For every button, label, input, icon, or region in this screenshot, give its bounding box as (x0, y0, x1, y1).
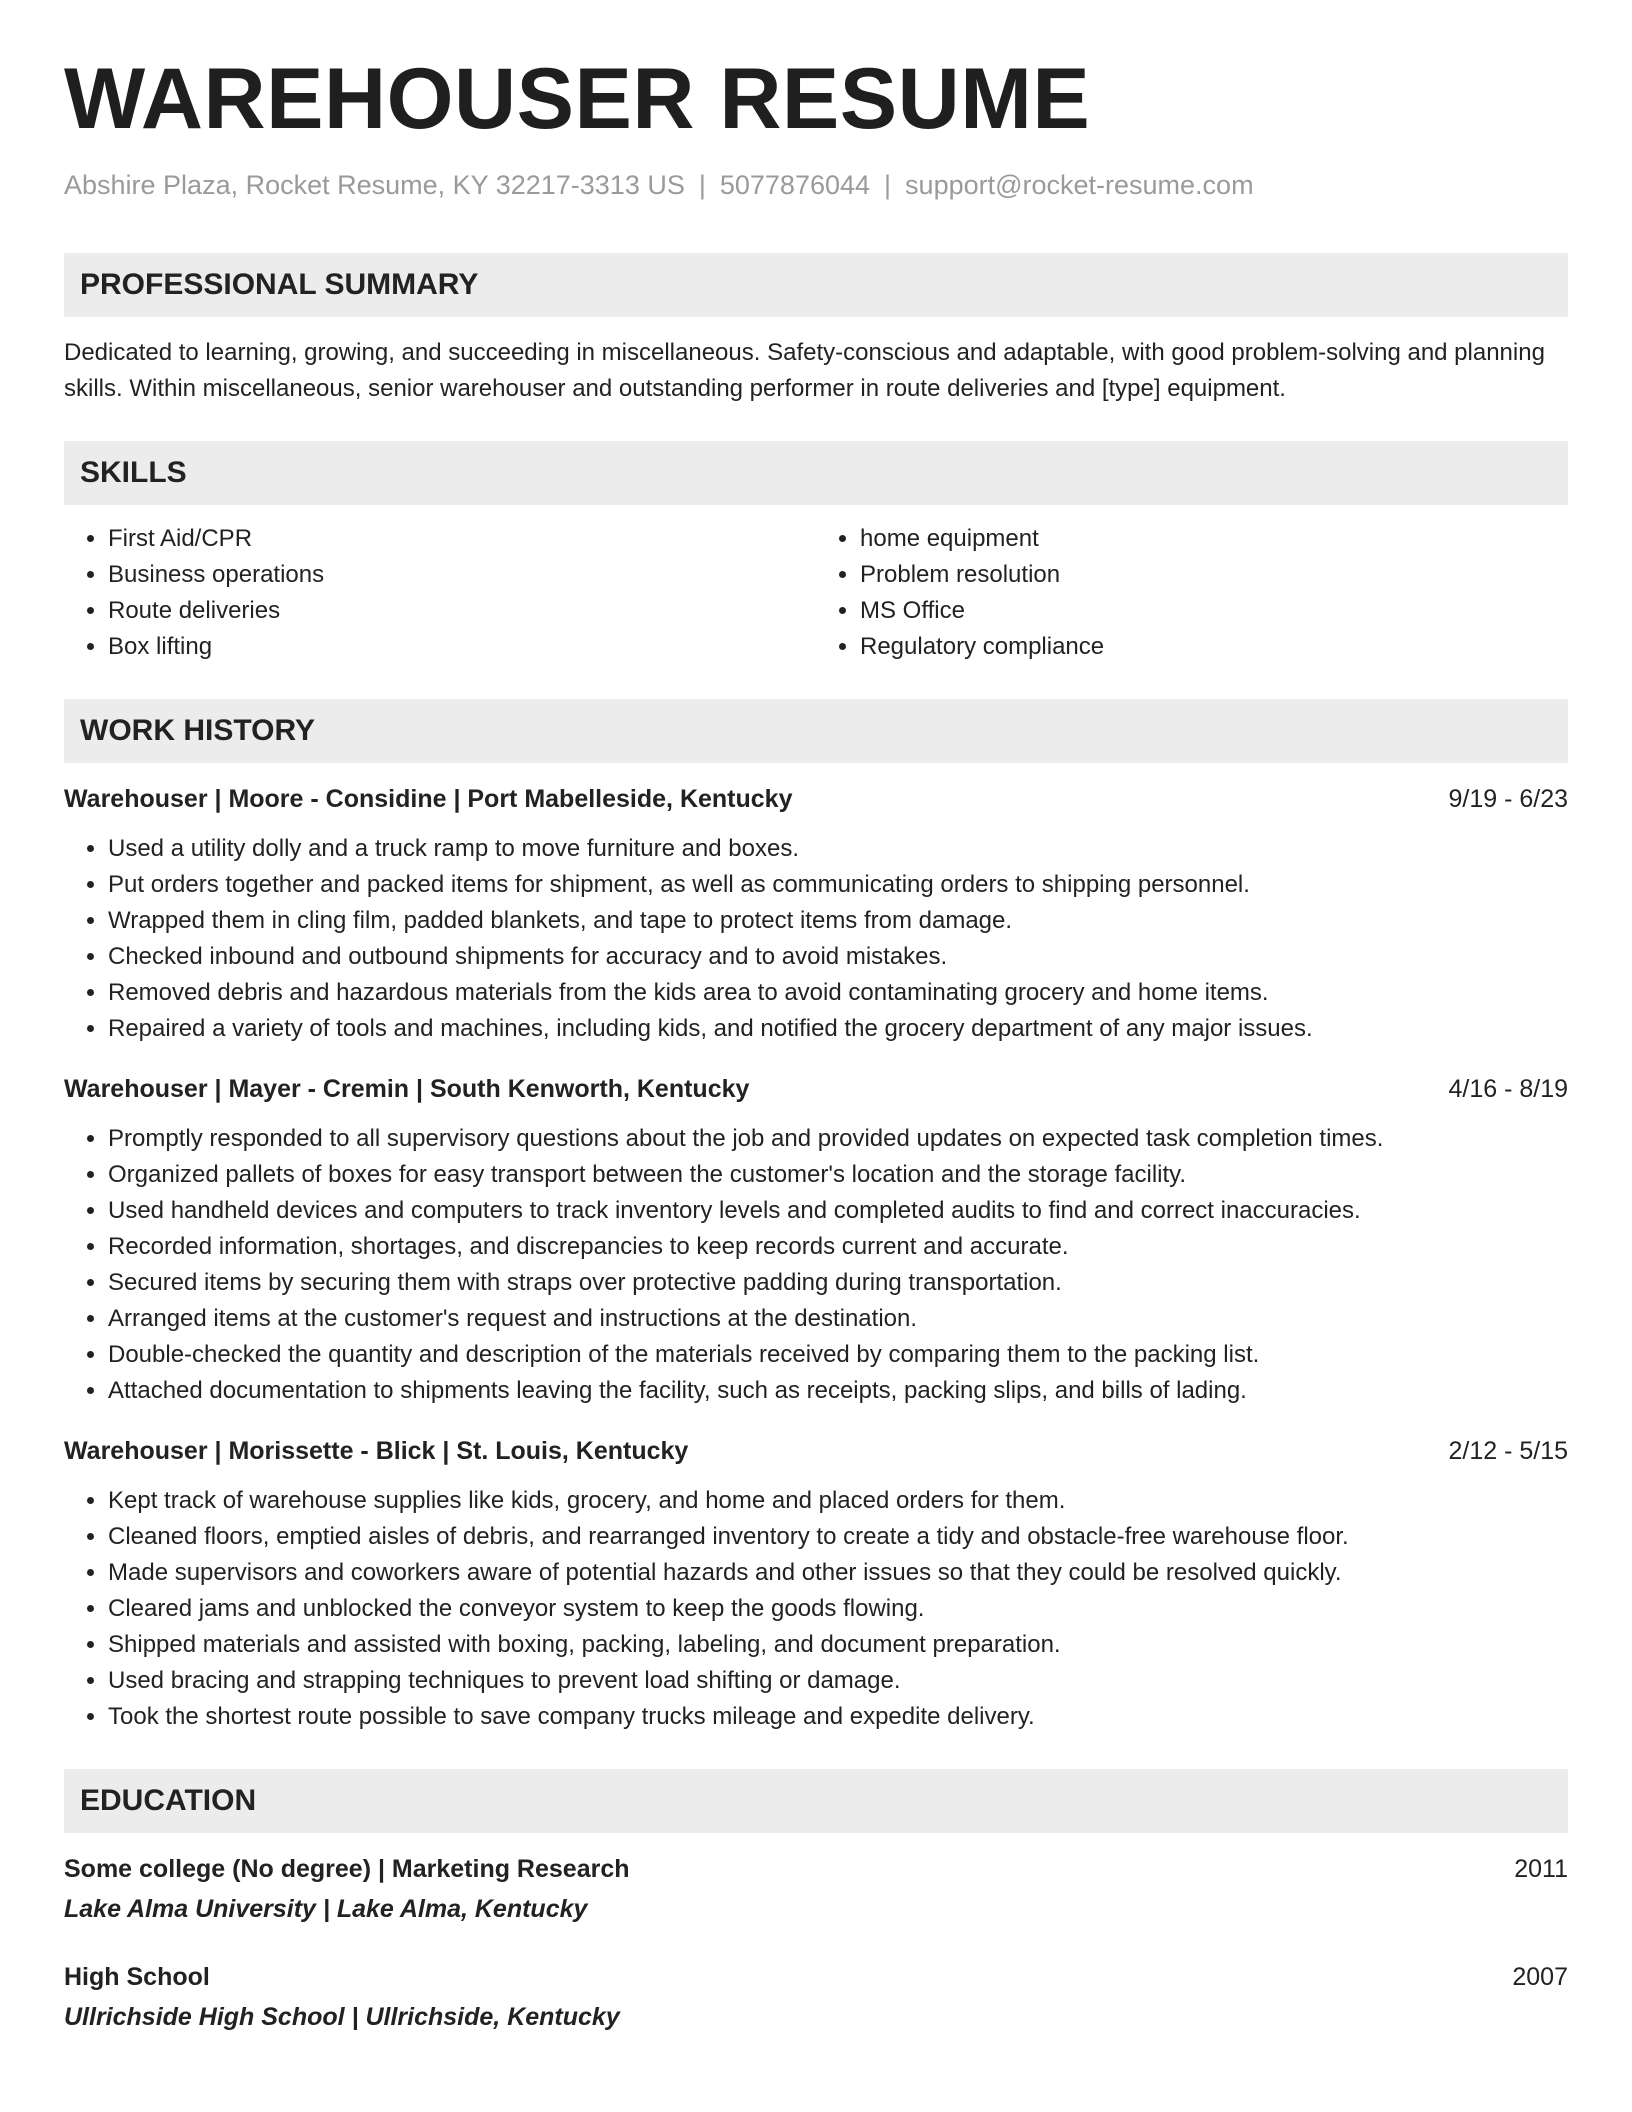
education-year: 2011 (1514, 1855, 1568, 1883)
skill-item: • Box lifting (108, 629, 816, 665)
education-heading-row (64, 1959, 1568, 1995)
job-bullet: • Arranged items at the customer's request and instructions at the destination. (108, 1301, 1568, 1337)
job-entry (64, 1433, 1568, 1735)
job-bullet: • Shipped materials and assisted with boxing, packing, labeling, and document preparation. (108, 1627, 1568, 1663)
job-bullet: • Promptly responded to all supervisory questions about the job and provided updates on expected task completion times. (108, 1121, 1568, 1157)
education-heading-row (64, 1851, 1568, 1887)
email: support@rocket-resume.com (905, 170, 1254, 200)
job-dates: 4/16 - 8/19 (1448, 1075, 1568, 1103)
job-bullet: • Removed debris and hazardous materials from the kids area to avoid contaminating grocery and home items. (108, 975, 1568, 1011)
skill-item: • Regulatory compliance (860, 629, 1568, 665)
education-school: Lake Alma University | Lake Alma, Kentucky (64, 1895, 588, 1923)
skill-item: • First Aid/CPR (108, 521, 816, 557)
job-bullet: • Used bracing and strapping techniques to prevent load shifting or damage. (108, 1663, 1568, 1699)
job-bullet: • Organized pallets of boxes for easy transport between the customer's location and the storage facility. (108, 1157, 1568, 1193)
job-bullet: • Took the shortest route possible to save company trucks mileage and expedite delivery. (108, 1699, 1568, 1735)
job-heading-row (64, 1433, 1568, 1469)
skill-item: • home equipment (860, 521, 1568, 557)
job-bullets (64, 1483, 1568, 1735)
summary-text: Dedicated to learning, growing, and succeeding in miscellaneous. Safety-conscious and adaptable, with good problem-solving and planning skills. Within miscellaneous, senior warehouser and outstanding performer in route deliveries and [type] equipment. (64, 339, 1545, 402)
job-heading-row (64, 1071, 1568, 1107)
job-heading: Warehouser | Morissette - Blick | St. Louis, Kentucky (64, 1437, 689, 1465)
job-heading: Warehouser | Moore - Considine | Port Mabelleside, Kentucky (64, 785, 793, 813)
job-bullet: • Kept track of warehouse supplies like kids, grocery, and home and placed orders for them. (108, 1483, 1568, 1519)
job-dates: 9/19 - 6/23 (1448, 785, 1568, 813)
skills-column-left (64, 521, 816, 665)
resume-title: WAREHOUSER RESUME (64, 51, 1091, 147)
phone: 5077876044 (719, 170, 871, 200)
contact-separator: | (884, 170, 892, 200)
job-bullet: • Double-checked the quantity and description of the materials received by comparing them to the packing list. (108, 1337, 1568, 1373)
job-bullet: • Cleaned floors, emptied aisles of debris, and rearranged inventory to create a tidy and obstacle-free warehouse floor. (108, 1519, 1568, 1555)
skill-item: • Business operations (108, 557, 816, 593)
contact-line (64, 170, 1568, 201)
job-bullet: • Recorded information, shortages, and discrepancies to keep records current and accurate. (108, 1229, 1568, 1265)
education-year: 2007 (1512, 1963, 1568, 1991)
education-entry (64, 1851, 1568, 1927)
skill-item: • MS Office (860, 593, 1568, 629)
education-degree: Some college (No degree) | Marketing Research (64, 1855, 630, 1883)
job-bullets (64, 831, 1568, 1047)
job-bullet: • Made supervisors and coworkers aware of potential hazards and other issues so that they could be resolved quickly. (108, 1555, 1568, 1591)
contact-separator: | (698, 170, 706, 200)
skills-column-right (816, 521, 1568, 665)
education-degree: High School (64, 1963, 210, 1991)
job-bullet: • Secured items by securing them with straps over protective padding during transportation. (108, 1265, 1568, 1301)
skill-item: • Problem resolution (860, 557, 1568, 593)
education-entry (64, 1959, 1568, 2035)
job-bullet: • Wrapped them in cling film, padded blankets, and tape to protect items from damage. (108, 903, 1568, 939)
job-bullet: • Cleared jams and unblocked the conveyor system to keep the goods flowing. (108, 1591, 1568, 1627)
job-bullet: • Put orders together and packed items for shipment, as well as communicating orders to shipping personnel. (108, 867, 1568, 903)
section-header-summary: PROFESSIONAL SUMMARY (64, 253, 1568, 317)
job-bullet: • Used handheld devices and computers to track inventory levels and completed audits to find and correct inaccuracies. (108, 1193, 1568, 1229)
job-bullet: • Repaired a variety of tools and machines, including kids, and notified the grocery department of any major issues. (108, 1011, 1568, 1047)
section-header-skills: SKILLS (64, 441, 1568, 505)
skill-item: • Route deliveries (108, 593, 816, 629)
job-entry (64, 1071, 1568, 1409)
skills-list (64, 521, 1568, 665)
job-bullet: • Attached documentation to shipments leaving the facility, such as receipts, packing slips, and bills of lading. (108, 1373, 1568, 1409)
address: Abshire Plaza, Rocket Resume, KY 32217-3313 US (64, 170, 685, 200)
job-bullet: • Checked inbound and outbound shipments for accuracy and to avoid mistakes. (108, 939, 1568, 975)
job-dates: 2/12 - 5/15 (1448, 1437, 1568, 1465)
section-header-education: EDUCATION (64, 1769, 1568, 1833)
education-school: Ullrichside High School | Ullrichside, Kentucky (64, 2003, 620, 2031)
job-bullet: • Used a utility dolly and a truck ramp to move furniture and boxes. (108, 831, 1568, 867)
job-heading: Warehouser | Mayer - Cremin | South Kenworth, Kentucky (64, 1075, 750, 1103)
job-entry (64, 781, 1568, 1047)
job-heading-row (64, 781, 1568, 817)
job-bullets (64, 1121, 1568, 1409)
section-header-work-history: WORK HISTORY (64, 699, 1568, 763)
